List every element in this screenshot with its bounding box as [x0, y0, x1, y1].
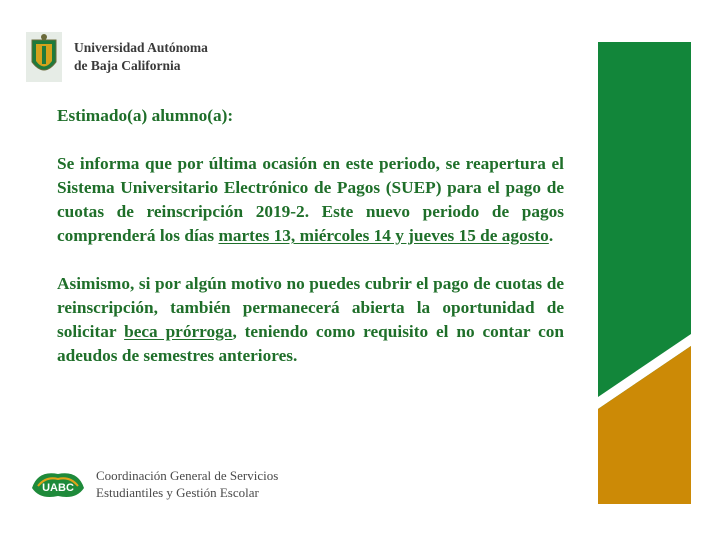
university-seal-icon [26, 32, 62, 82]
decorative-color-band [598, 42, 691, 504]
university-header [26, 32, 208, 82]
uabc-logo-icon [30, 466, 86, 502]
uabc-logo-text: UABC [42, 482, 74, 494]
paragraph-reopening-text: Se informa que por última ocasión en este periodo, se reapertura el Sistema Universitario Electrónico de Pagos (SUEP) para el pago de cuotas de reinscripción 2019-2. Este nuevo periodo de pagos comprenderá los días [57, 154, 564, 245]
footer [30, 466, 278, 502]
university-name [74, 39, 208, 75]
coordination-name [96, 467, 278, 501]
university-name-line1: Universidad Autónoma [74, 40, 208, 55]
payment-dates: martes 13, miércoles 14 y jueves 15 de agosto [218, 226, 549, 245]
greeting: Estimado(a) alumno(a): [57, 106, 234, 125]
paragraph-reopening [57, 152, 564, 248]
university-name-line2: de Baja California [74, 58, 181, 73]
paragraph-scholarship-text: Asimismo, si por algún motivo no puedes cubrir el pago de cuotas de reinscripción, también permanecerá abierta la oportunidad de solicitar [57, 274, 564, 341]
beca-prorroga-link[interactable]: beca prórroga [124, 322, 233, 341]
coordination-line1: Coordinación General de Servicios [96, 468, 279, 483]
paragraph-scholarship-end: , teniendo como requisito el no contar con adeudos de semestres anteriores. [57, 322, 565, 365]
paragraph-reopening-end: . [548, 226, 554, 245]
paragraph-scholarship [57, 272, 564, 368]
coordination-line2: Estudiantiles y Gestión Escolar [96, 485, 259, 500]
announcement-body [57, 104, 564, 368]
